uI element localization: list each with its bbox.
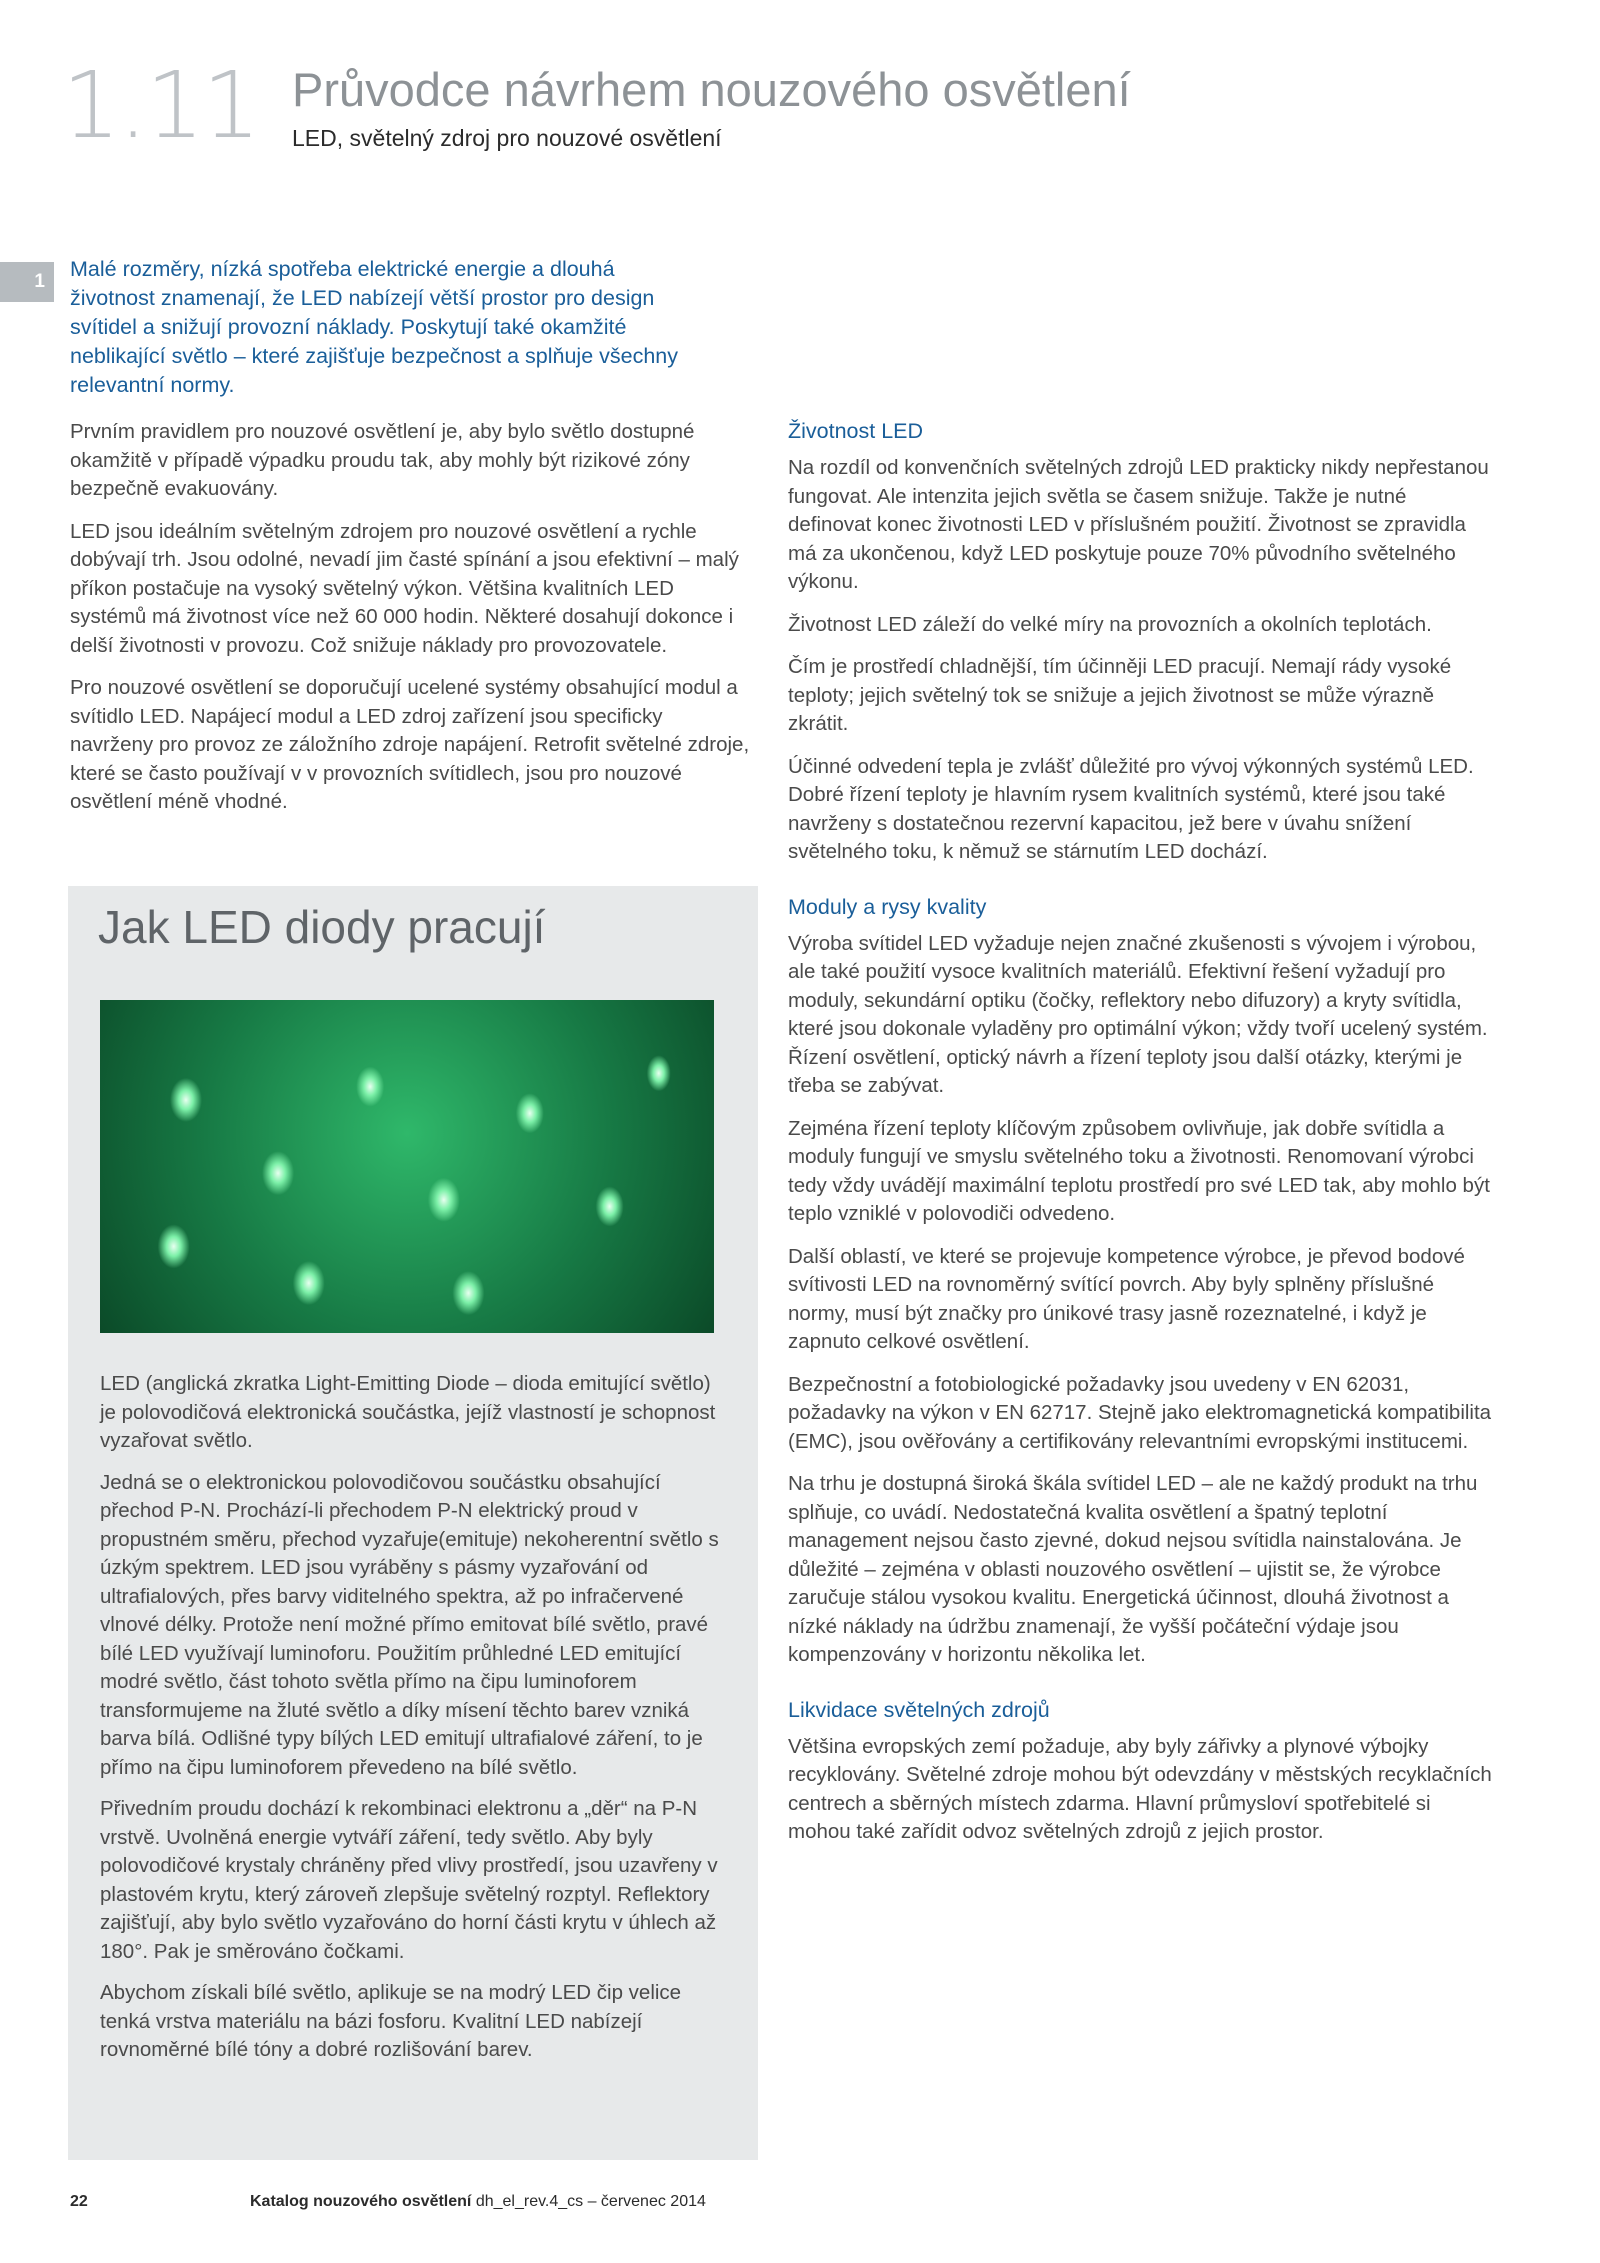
paragraph: Přivedním proudu dochází k rekombinaci elektronu a „děr“ na P-N vrstvě. Uvolněná energie vytváří záření, tedy světlo. Aby byly polovodičové krystaly chráněny před vlivy prostředí, jsou uzavřeny v plastovém krytu, který zároveň zlepšuje světelný rozptyl. Reflektory zajišťují, aby bylo světlo vyzařováno do horní části krytu v úhlech až 180°. Pak je směrováno čočkami. [100, 1797, 718, 1963]
intro-text: Malé rozměry, nízká spotřeba elektrické energie a dlouhá životnost znamenají, že LED nabízejí větší prostor pro design svítidel a snižují provozní náklady. Poskytují také okamžité neblikající světlo – které zajišťuje bezpečnost a splňuje všechny relevantní normy. [70, 257, 679, 397]
page-footer [70, 2193, 706, 2211]
paragraph: Na trhu je dostupná široká škála svítidel LED – ale ne každý produkt na trhu splňuje, co uvádí. Nedostatečná kvalita osvětlení a špatný teplotní management nejsou často zjevné, dokud nejsou svítidla nainstalována. Je důležité – zejména v oblasti nouzového osvětlení – ujistit se, že výrobce zaručuje stálou vysokou kvalitu. Energetická účinnost, dlouhá životnost a nízké náklady na údržbu znamenají, že vyšší počáteční výdaje jsou kompenzovány v horizontu několika let. [788, 1472, 1478, 1666]
page-subtitle: LED, světelný zdroj pro nouzové osvětlení [292, 125, 722, 151]
section-heading: Životnost LED [788, 419, 924, 443]
left-column [70, 418, 750, 831]
info-box-text [100, 1370, 730, 2078]
paragraph: Další oblastí, ve které se projevuje kompetence výrobce, je převod bodové svítivosti LED na rovnoměrný svítící povrch. Aby byly splněny příslušné normy, musí být značky pro únikové trasy jasně rozeznatelné, i když je zapnuto celkové osvětlení. [788, 1244, 1465, 1353]
info-box-heading: Jak LED diody pracují [98, 901, 546, 953]
catalog-line [250, 2193, 706, 2211]
paragraph: LED jsou ideálním světelným zdrojem pro nouzové osvětlení a rychle dobývají trh. Jsou odolné, nevadí jim časté spínání a jsou efektivní – malý příkon postačuje na vysoký světelný výkon. Většina kvalitních LED systémů má životnost více než 60 000 hodin. Některé dosahují dokonce i delší životnosti v provozu. Což snižuje náklady pro provozovatele. [70, 519, 739, 657]
paragraph: Většina evropských zemí požaduje, aby byly zářivky a plynové výbojky recyklovány. Světelné zdroje mohou být odevzdány v městských recyklačních centrech a sběrných místech zdarma. Hlavní průmysloví spotřebitelé si mohou také zařídit odvoz světelných zdrojů z jejich prostor. [788, 1734, 1492, 1843]
paragraph: Účinné odvedení tepla je zvlášť důležité pro vývoj výkonných systémů LED. Dobré řízení teploty je hlavním rysem kvalitních systémů, které jsou také navrženy s dostatečnou rezervní kapacitou, jež bere v úvahu snížení světelného toku, k němuž se stárnutím LED dochází. [788, 754, 1474, 863]
catalog-title: Katalog nouzového osvětlení [250, 2193, 472, 2210]
paragraph: Čím je prostředí chladnější, tím účinněji LED pracují. Nemají rády vysoké teploty; jejich světelný tok se snižuje a jejich životnost se může výrazně zkrátit. [788, 655, 1452, 735]
paragraph: Pro nouzové osvětlení se doporučují ucelené systémy obsahující modul a svítidlo LED. Napájecí modul a LED zdroj zařízení jsou specificky navrženy pro provoz ze záložního zdroje napájení. Retrofit světelné zdroje, které se často používají v v provozních svítidlech, jsou pro nouzové osvětlení méně vhodné. [70, 676, 750, 813]
section-heading: Moduly a rysy kvality [788, 894, 987, 919]
section-heading: Likvidace světelných zdrojů [788, 1697, 1050, 1722]
chapter-tab: 1 [0, 262, 54, 302]
paragraph: Výroba svítidel LED vyžaduje nejen značné zkušenosti s vývojem i výrobou, ale také použití vysoce kvalitních materiálů. Efektivní řešení vyžadují pro moduly, sekundární optiku (čočky, reflektory nebo difuzory) a kryty svítidla, které jsou dokonale vyladěny pro optimální výkon; vždy tvoří ucelený systém. Řízení osvětlení, optický návrh a řízení teploty jsou další otázky, kterými je třeba se zabývat. [788, 931, 1488, 1097]
paragraph: LED (anglická zkratka Light-Emitting Diode – dioda emitující světlo) je polovodičová elektronická součástka, jejíž vlastností je schopnost vyzařovat světlo. [100, 1372, 716, 1452]
paragraph: Životnost LED záleží do velké míry na provozních a okolních teplotách. [788, 612, 1432, 636]
paragraph: Bezpečnostní a fotobiologické požadavky jsou uvedeny v EN 62031, požadavky na výkon v EN 62717. Stejně jako elektromagnetická kompatibilita (EMC), jsou ověřovány a certifikovány relevantními evropskými institucemi. [788, 1372, 1492, 1453]
paragraph: Prvním pravidlem pro nouzové osvětlení je, aby bylo světlo dostupné okamžitě v případě výpadku proudu tak, aby mohly být rizikové zóny bezpečně evakuovány. [70, 420, 695, 500]
section-number: 1.11 [62, 52, 259, 159]
led-photo [100, 1000, 714, 1333]
right-column [788, 417, 1493, 1861]
page-number: 22 [70, 2193, 88, 2210]
page-title: Průvodce návrhem nouzového osvětlení [292, 63, 1131, 116]
paragraph: Na rozdíl od konvenčních světelných zdrojů LED prakticky nikdy nepřestanou fungovat. Ale intenzita jejich světla se časem snižuje. Takže je nutné definovat konec životnosti LED v příslušném použití. Životnost se zpravidla má za ukončenou, když LED poskytuje pouze 70% původního světelného výkonu. [788, 456, 1489, 593]
paragraph: Abychom získali bílé světlo, aplikuje se na modrý LED čip velice tenká vrstva materiálu na bázi fosforu. Kvalitní LED nabízejí rovnoměrné bílé tóny a dobré rozlišování barev. [100, 1981, 682, 2061]
catalog-info: dh_el_rev.4_cs – červenec 2014 [475, 2193, 706, 2210]
paragraph: Jedná se o elektronickou polovodičovou součástku obsahující přechod P-N. Prochází-li přechodem P-N elektrický proud v propustném směru, přechod vyzařuje(emituje) nekoherentní světlo s úzkým spektrem. LED jsou vyráběny s pásmy vyzařování od ultrafialových, přes barvy viditelného spektra, až po infračervené vlnové délky. Protože není možné přímo emitovat bílé světlo, pravé bílé LED využívají luminoforu. Použitím průhledné LED emitující modré světlo, část tohoto světla přímo na čipu luminoforem transformujeme na žluté světlo a díky mísení těchto barev vzniká barva bílá. Odlišné typy bílých LED emitují ultrafialové záření, to je přímo na čipu luminoforem převedeno na bílé světlo. [100, 1470, 719, 1779]
paragraph: Zejména řízení teploty klíčovým způsobem ovlivňuje, jak dobře svítidla a moduly fungují ve smyslu světelného toku a životnosti. Renomovaní výrobci tedy vždy uvádějí maximální teplotu prostředí pro své LED tak, aby mohlo být teplo vzniklé v polovodiči odvedeno. [788, 1116, 1490, 1225]
